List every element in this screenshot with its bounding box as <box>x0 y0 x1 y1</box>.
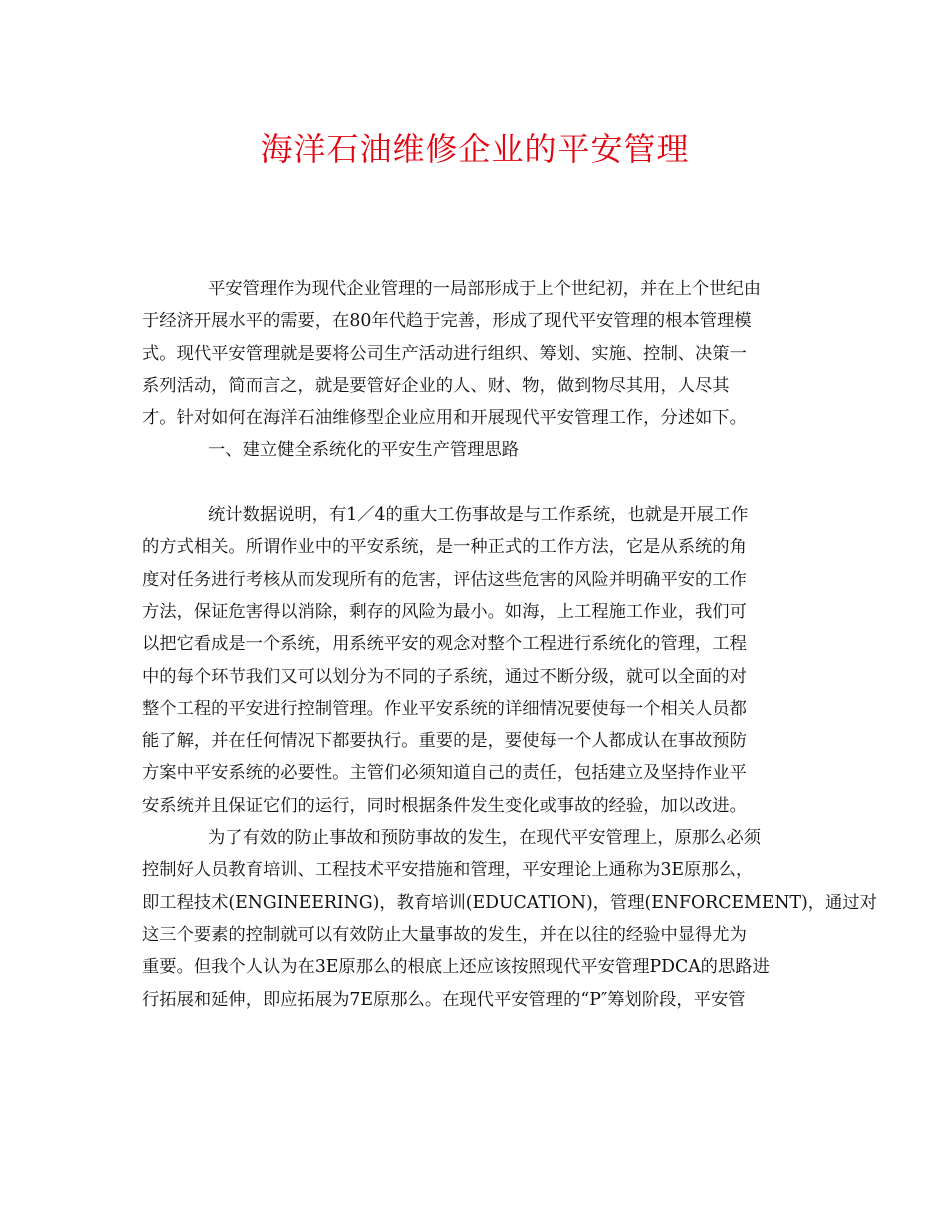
paragraph-3-line: 这三个要素的控制就可以有效防止大量事故的发生，并在以往的经验中显得尤为 <box>142 924 747 945</box>
paragraph-1-line: 式。现代平安管理就是要将公司生产活动进行组织、筹划、实施、控制、决策一 <box>142 343 747 364</box>
paragraph-2-line: 方法，保证危害得以消除，剩存的风险为最小。如海，上工程施工作业，我们可 <box>142 601 747 622</box>
section-spacer <box>142 467 808 499</box>
paragraph-1-line: 系列活动，简而言之，就是要管好企业的人、财、物，做到物尽其用，人尽其 <box>142 375 730 396</box>
paragraph-3-line: 控制好人员教育培训、工程技术平安措施和管理，平安理论上通称为3E原那么， <box>142 860 754 881</box>
paragraph-2-line: 的方式相关。所谓作业中的平安系统，是一种正式的工作方法，它是从系统的角 <box>142 537 747 558</box>
paragraph-2-line: 整个工程的平安进行控制管理。作业平安系统的详细情况要使每一个相关人员都 <box>142 698 747 719</box>
paragraph-3-line: 为了有效的防止事故和预防事故的发生，在现代平安管理上，原那么必须 <box>208 828 762 849</box>
paragraph-3-line: 行拓展和延伸，即应拓展为7E原那么。在现代平安管理的“P″筹划阶段，平安管 <box>142 989 746 1010</box>
paragraph-2-line: 度对任务进行考核从而发现所有的危害，评估这些危害的风险并明确平安的工作 <box>142 569 747 590</box>
paragraph-3-line: 重要。但我个人认为在3E原那么的根底上还应该按照现代平安管理PDCA的思路进 <box>142 957 770 978</box>
paragraph-2-line: 能了解，并在任何情况下都要执行。重要的是，要使每一个人都成认在事故预防 <box>142 731 747 752</box>
paragraph-2-line: 安系统并且保证它们的运行，同时根据条件发生变化或事故的经验，加以改进。 <box>142 795 747 816</box>
paragraph-3-line: 即工程技术(ENGINEERING)，教育培训(EDUCATION)，管理(ENFORCEMENT)，通过对 <box>142 892 877 913</box>
section-heading: 一、建立健全系统化的平安生产管理思路 <box>208 440 520 461</box>
paragraph-2-line: 以把它看成是一个系统，用系统平安的观念对整个工程进行系统化的管理，工程 <box>142 634 747 655</box>
paragraph-2-line: 中的每个环节我们又可以划分为不同的子系统，通过不断分级，就可以全面的对 <box>142 666 747 687</box>
paragraph-1-line: 于经济开展水平的需要，在80年代趋于完善，形成了现代平安管理的根本管理模 <box>142 311 752 332</box>
document-title: 海洋石油维修企业的平安管理 <box>260 130 690 168</box>
paragraph-2-line: 方案中平安系统的必要性。主管们必须知道自己的责任，包括建立及坚持作业平 <box>142 763 747 784</box>
paragraph-1-line: 才。针对如何在海洋石油维修型企业应用和开展现代平安管理工作，分述如下。 <box>142 408 747 429</box>
document-body <box>142 273 877 1016</box>
paragraph-1-line: 平安管理作为现代企业管理的一局部形成于上个世纪初，并在上个世纪由 <box>208 279 762 299</box>
paragraph-2-line: 统计数据说明，有1／4的重大工伤事故是与工作系统，也就是开展工作 <box>208 505 749 526</box>
